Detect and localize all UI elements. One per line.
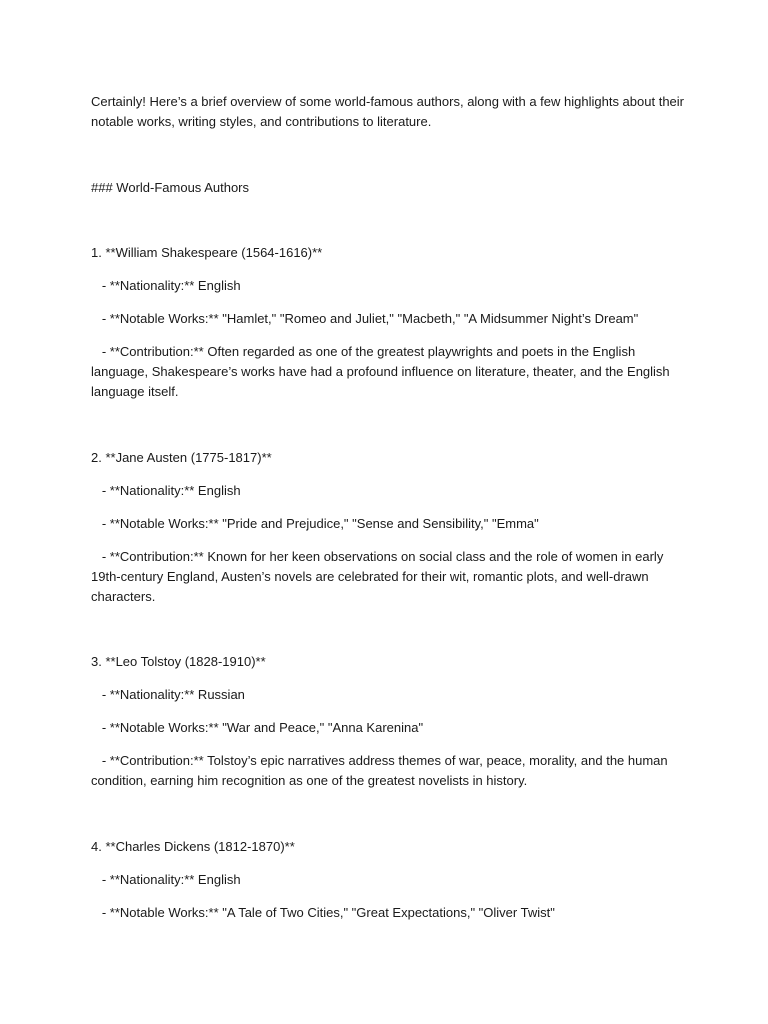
author-works: - **Notable Works:** "War and Peace," "Anna Karenina" (91, 720, 424, 735)
intro-paragraph: Certainly! Here’s a brief overview of some world-famous authors, along with a few highlights about their notable works, writing styles, and contributions to literature. (91, 94, 688, 129)
author-contribution: - **Contribution:** Known for her keen observations on social class and the role of women in early 19th-century England, Austen’s novels are celebrated for their wit, romantic plots, and well-drawn characters. (91, 549, 667, 604)
author-works: - **Notable Works:** "Pride and Prejudice," "Sense and Sensibility," "Emma" (91, 516, 539, 531)
author-title: 4. **Charles Dickens (1812-1870)** (91, 839, 295, 854)
author-title: 3. **Leo Tolstoy (1828-1910)** (91, 654, 266, 669)
author-works: - **Notable Works:** "A Tale of Two Cities," "Great Expectations," "Oliver Twist" (91, 905, 555, 920)
author-nationality: - **Nationality:** English (91, 278, 241, 293)
author-title: 2. **Jane Austen (1775-1817)** (91, 450, 272, 465)
author-works: - **Notable Works:** "Hamlet," "Romeo and Juliet," "Macbeth," "A Midsummer Night’s Dream" (91, 311, 639, 326)
author-nationality: - **Nationality:** Russian (91, 687, 245, 702)
author-nationality: - **Nationality:** English (91, 872, 241, 887)
section-heading: ### World-Famous Authors (91, 180, 249, 195)
author-contribution: - **Contribution:** Tolstoy’s epic narratives address themes of war, peace, morality, and the human condition, earning him recognition as one of the greatest novelists in history. (91, 753, 672, 788)
author-contribution: - **Contribution:** Often regarded as one of the greatest playwrights and poets in the English language, Shakespeare’s works have had a profound influence on literature, theater, and the English language itself. (91, 344, 674, 399)
author-title: 1. **William Shakespeare (1564-1616)** (91, 245, 323, 260)
author-nationality: - **Nationality:** English (91, 483, 241, 498)
